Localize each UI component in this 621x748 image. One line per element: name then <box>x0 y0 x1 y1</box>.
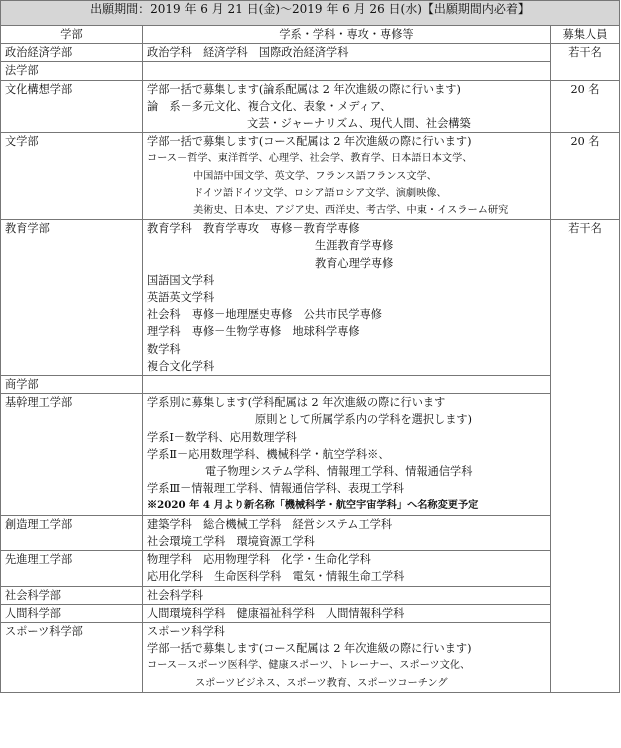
program-line: コース－スポーツ医科学、健康スポーツ、トレーナー、スポーツ文化、 <box>147 660 471 672</box>
table-row-bunka <box>1 80 620 133</box>
program-line: 数学科 <box>147 342 181 356</box>
table-row-kikan <box>1 394 620 515</box>
program-line: 人間環境科学科 健康福祉科学科 人間情報科学科 <box>147 606 405 620</box>
program-line: 学系Ⅱ－応用数理学科、機械科学・航空学科※、 <box>147 447 390 461</box>
programs-cell <box>143 133 551 220</box>
program-line: 学系別に募集します(学科配属は 2 年次進級の際に行います <box>147 396 446 410</box>
header-row <box>1 26 620 44</box>
programs-cell <box>143 622 551 692</box>
program-line: 美術史、日本史、アジア史、西洋史、考古学、中東・イスラーム研究 <box>193 205 509 217</box>
table-row-sports <box>1 622 620 692</box>
faculty-cell: 商学部 <box>1 376 143 394</box>
program-line: 学部一括で募集します(コース配属は 2 年次進級の際に行います) <box>147 135 472 149</box>
programs-cell <box>143 604 551 622</box>
faculty-cell: 教育学部 <box>1 220 143 376</box>
header-faculty: 学部 <box>1 26 143 44</box>
application-period: 出願期間：2019 年 6 月 21 日(金)～2019 年 6 月 26 日(水)【出願期間内必着】 <box>1 1 620 26</box>
program-line: ドイツ語ドイツ文学、ロシア語ロシア文学、演劇映像、 <box>193 187 447 199</box>
program-line: 学系Ⅲ－情報理工学科、情報通信学科、表現工学科 <box>147 482 404 496</box>
programs-cell <box>143 394 551 515</box>
program-line: 学部一括で募集します(論系配属は 2 年次進級の際に行います) <box>147 82 461 96</box>
programs-cell <box>143 80 551 133</box>
faculty-cell: 政治経済学部 <box>1 44 143 62</box>
program-line: 英語英文学科 <box>147 291 215 305</box>
program-line: 理学科 専修－生物学専修 地球科学専修 <box>147 325 360 339</box>
program-line: 社会環境工学科 環境資源工学科 <box>147 534 315 548</box>
programs-cell <box>143 586 551 604</box>
program-line: コース－哲学、東洋哲学、心理学、社会学、教育学、日本語日本文学、 <box>147 153 473 165</box>
program-line: スポーツビジネス、スポーツ教育、スポーツコーチング <box>195 677 448 689</box>
faculty-cell: スポーツ科学部 <box>1 622 143 692</box>
program-line: 論 系－多元文化、複合文化、表象・メディア、 <box>147 99 392 113</box>
faculty-cell: 基幹理工学部 <box>1 394 143 515</box>
program-line: 教育心理学専修 <box>315 256 394 270</box>
programs-cell <box>143 220 551 376</box>
program-line: 原則として所属学系内の学科を選択します) <box>255 413 472 427</box>
header-quota: 募集人員 <box>551 26 620 44</box>
faculty-cell: 法学部 <box>1 62 143 80</box>
program-line: 学系Ⅰ－数学科、応用数理学科 <box>147 430 297 444</box>
program-line: 政治学科 経済学科 国際政治経済学科 <box>147 46 349 60</box>
program-line: 社会科 専修－地理歴史専修 公共市民学専修 <box>147 308 382 322</box>
program-line: 応用化学科 生命医科学科 電気・情報生命工学科 <box>147 570 405 584</box>
table-row-shakai <box>1 586 620 604</box>
programs-cell <box>143 62 551 80</box>
program-line: 学部一括で募集します(コース配属は 2 年次進級の際に行います) <box>147 642 472 656</box>
program-line: 教育学科 教育学専攻 専修－教育学専修 <box>147 222 360 236</box>
quota-cell: 20 名 <box>551 133 620 220</box>
faculty-cell: 文化構想学部 <box>1 80 143 133</box>
table-row-hogaku <box>1 62 620 80</box>
program-line: スポーツ科学科 <box>147 624 225 638</box>
programs-cell <box>143 44 551 62</box>
program-line: 文芸・ジャーナリズム、現代人間、社会構築 <box>247 117 471 131</box>
table-row-ningen <box>1 604 620 622</box>
program-line: 物理学科 応用物理学科 化学・生命化学科 <box>147 553 371 567</box>
programs-cell <box>143 515 551 550</box>
application-period-row <box>1 1 620 26</box>
table-row-bungaku <box>1 133 620 220</box>
rename-note: ※2020 年 4 月より新名称「機械科学・航空宇宙学科」へ名称変更予定 <box>147 499 479 512</box>
program-line: 社会科学科 <box>147 588 203 602</box>
table-row-kyoiku <box>1 220 620 376</box>
table-row-souzou <box>1 515 620 550</box>
quota-cell: 20 名 <box>551 80 620 133</box>
faculty-cell: 人間科学部 <box>1 604 143 622</box>
table-row-seiji <box>1 44 620 62</box>
table-row-senshin <box>1 551 620 586</box>
program-line: 複合文化学科 <box>147 359 215 373</box>
faculty-cell: 先進理工学部 <box>1 551 143 586</box>
table-row-shogaku <box>1 376 620 394</box>
header-programs: 学系・学科・専攻・専修等 <box>143 26 551 44</box>
programs-cell <box>143 376 551 394</box>
faculty-cell: 文学部 <box>1 133 143 220</box>
programs-cell <box>143 551 551 586</box>
program-line: 中国語中国文学、英文学、フランス語フランス文学、 <box>193 170 437 182</box>
program-line: 国語国文学科 <box>147 273 215 287</box>
faculty-cell: 創造理工学部 <box>1 515 143 550</box>
faculty-cell: 社会科学部 <box>1 586 143 604</box>
quota-cell: 若干名 <box>551 44 620 80</box>
program-line: 建築学科 総合機械工学科 経営システム工学科 <box>147 517 393 531</box>
program-line: 生涯教育学専修 <box>315 239 394 253</box>
quota-cell: 若干名 <box>551 220 620 692</box>
program-line: 電子物理システム学科、情報理工学科、情報通信学科 <box>205 465 473 479</box>
